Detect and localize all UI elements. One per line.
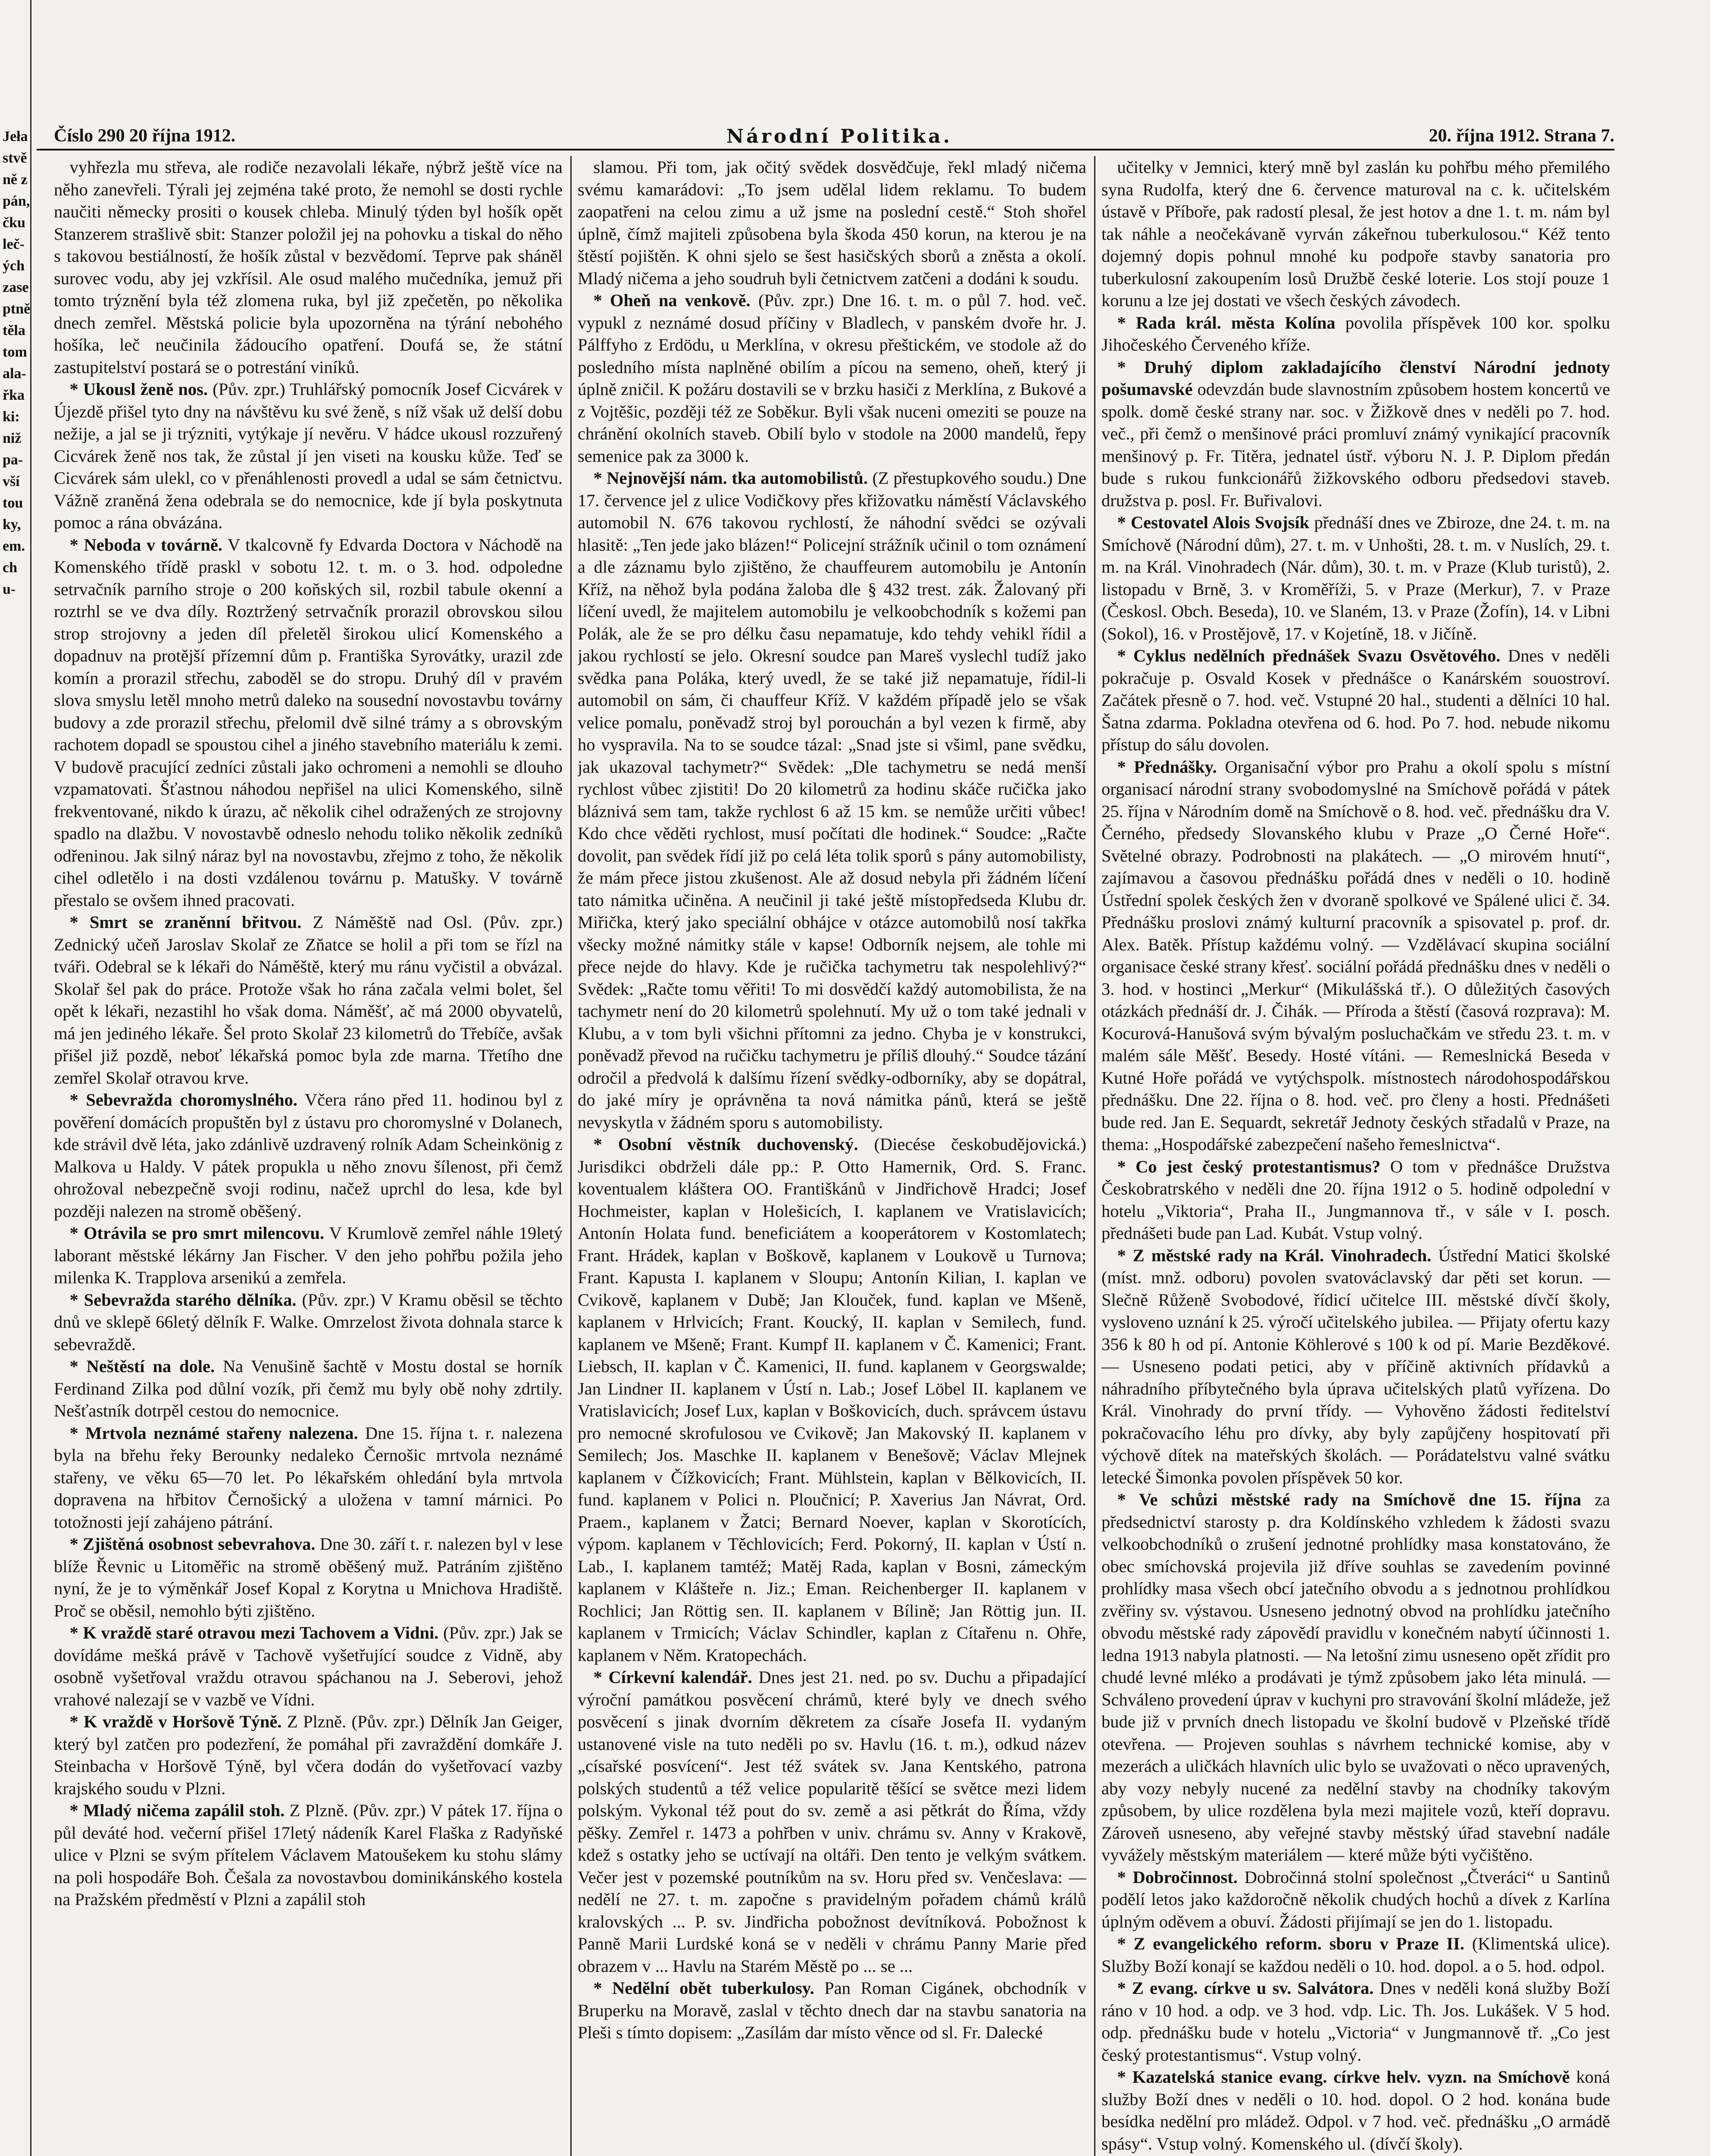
article-body: Dnes v neděli koná služby Boží ráno v 10 hod. a odp. ve 3 hod. vdp. Lic. Th. Jos. Lukášek. V 5 hod. odp. přednášku bude v hotelu „Victoria“ v Jungmannově tř. „Co jest český protestantismus“. Vstup volný. [1101,1978,1610,2065]
article-body: Z Náměště nad Osl. (Pův. zpr.) Zednický učeň Jaroslav Skolař ze Zňatce se holil a při tom se řízl na tváři. Odebral se k lékaři do Náměště, který mu ránu vyčistil a obvázal. Skolař šel pak do práce. Protože však ho rána začala velmi bolet, šel opět k lékaři, nezastihl ho však doma. Náměšť, ač má 2000 obyvatelů, má jen jediného lékaře. Šel proto Skolař 23 kilometrů do Třebíče, avšak přišel již pozdě, neboť lékařská pomoc byla zde marna. Třetího dne zemřel Skolař otravou krve. [54,912,563,1087]
article-body: (Diecése českobudějovická.) Jurisdikci obdrželi dále pp.: P. Otto Hamernik, Ord. S. Franc. koventualem kláštera OO. Františkánů v Jindřichově Hradci; Josef Hochmeister, kaplan v Holešicích, I. kaplanem ve Vratislavicích; Antonín Holata fund. beneficiátem a kooperátorem v Kostomlatech; Frant. Hrádek, kaplan v Boškově, kaplanem v Loukově u Turnova; Frant. Kapusta I. kaplanem v Sloupu; Antonín Kilian, I. kaplan ve Cvikově, kaplanem v Dubě; Jan Klouček, fund. kaplan ve Mšeně, kaplanem v Hrlvicích; Frant. Koucký, II. kaplan v Semilech, fund. kaplanem ve Mšeně; Frant. Kumpf II. kaplanem v Č. Kamenici; Frant. Liebsch, II. kaplan v Č. Kamenici, II. fund. kaplanem v Georgswalde; Jan Lindner II. kaplanem v Ústí n. Lab.; Josef Löbel II. kaplanem ve Vratislavicích; Josef Lux, kaplan v Boškovicích, duch. správcem ústavu pro nemocné skrofulosou ve Cvikově; Jan Makovský II. kaplanem v Semilech; Jos. Maschke II. kaplanem v Benešově; Václav Mlejnek kaplanem v Čížkovicích; Frant. Mühlstein, kaplan v Bělkovicích, II. fund. kaplanem v Polici n. Ploučnicí; P. Xaverius Jan Návrat, Ord. Praem., kaplanem v Žatci; Bernard Noever, kaplan v Skorotících, výpom. kaplanem v Těchlovicích; Ferd. Pokorný, II. kaplan v Ústí n. Lab., I. kaplanem tamtéž; Matěj Rada, kaplan v Bosni, zámeckým kaplanem v Klášteře n. Jiz.; Eman. Reichenberger II. kaplanem v Rochlici; Jan Röttig sen. II. kaplanem v Bílině; Jan Röttig jun. II. kaplanem v Trmicích; Václav Schindler, kaplan z Cítařenu n. Ohře, kaplanem v Něm. Kratopechách. [578,1134,1086,1665]
article-body: Dne 15. října t. r. nalezena byla na břehu řeky Berounky nedaleko Černošic mrtvola neznámé stařeny, ve věku 65—70 let. Po lékařském ohledání byla mrtvola dopravena na hřbitov Černošický a uložena v tamní márnici. Po totožnosti její zahájeno pátrání. [54,1423,563,1532]
article-heading: * Druhý diplom zakladajícího členství Národní jednoty pošumavské [1101,357,1610,399]
article-heading: * K vraždě v Horšově Týně. [69,1712,282,1731]
column-rule [570,156,572,2156]
margin-fragment: ki: [3,409,20,425]
article-body: Včera ráno před 11. hodinou byl z pověření domácích propuštěn byl z ústavu pro choromyslné v Dolanech, kde strávil dvě léta, jako zdánlivě uzdravený rolník Adam Scheinkönig z Malkova u Haldy. V pátek propukla u něho znovu šílenost, při čemž ohrožoval nebezpečně svoji rodinu, načež uprchl do lesa, kde byl později nalezen na stromě oběšený. [54,1090,563,1221]
margin-fragment: ptně [3,301,31,317]
article-heading: * Nedělní obět tuberkulosy. [593,1978,814,1998]
margin-fragment: zase [3,279,29,295]
article [54,1355,563,1422]
article-body: O tom v přednášce Družstva Českobratrského v neděli dne 20. října 1912 o 5. hodině odpolední v hotelu „Viktoria“, Praha II., Jungmannova tř., v sále v I. posch. přednášeti bude pan Lad. Kubát. Vstup volný. [1101,1156,1610,1243]
article [1101,1489,1610,1866]
masthead [37,123,1614,150]
article-heading: * Zjištěná osobnost sebevrahova. [69,1534,316,1554]
article-heading: * Osobní věstník duchovenský. [593,1134,858,1154]
article [1101,511,1610,645]
article-body: Na Venušině šachtě v Mostu dostal se horník Ferdinand Zilka pod důlní vozík, při čemž mu byly obě nohy zdrtily. Nešťastník dotrpěl cestou do nemocnice. [54,1357,563,1420]
article-body: Ústřední Matici školské (míst. mnž. odboru) povolen svatováclavský dar pěti set korun. — Slečně Růženě Svobodové, řídicí učitelce III. městské dívčí školy, vysloveno uznání k 25. výročí učitelského jubilea. — Přijaty ofertu kazy 356 k 80 h od pí. Antonie Köhlerové s 100 k od pí. Marie Bezděkové. — Usneseno podati petici, aby v příčině aktivních přídavků a náhradního příbytečného byla úprava učitelských platů vyřízena. Do Král. Vinohrady do první třídy. — Vyhověno žádosti ředitelství pokračovacího léhu pro dívky, aby byly zapůjčeny hospitovatí při výchově dítek na mateřských školách. — Porádatelstvu valné svátku letecké Šimonka povolen příspěvek 50 kor. [1101,1245,1610,1487]
article [54,378,563,534]
article-heading: * Co jest český protestantismus? [1117,1156,1381,1176]
article-heading: * Cyklus nedělních přednášek Svazu Osvětového. [1117,646,1501,665]
article-heading: * Neštěstí na dole. [69,1357,215,1376]
article [578,1133,1086,1666]
article [1101,2066,1610,2155]
margin-fragment: těla [3,323,25,338]
margin-fragment: u- [3,581,16,597]
article-body: odevzdán bude slavnostním způsobem hostem koncertů ve spolk. domě české strany nar. soc. v Žižkově dnes v neděli po 7. hod. več., při čemž o menšinové práci promluví známý vynikající pracovník menšinový p. Fr. Titěra, jednatel ústř. výboru N. J. P. Diplom předán bude s rukou funkcionářů žižkovského odboru předsedovi staveb. družstva p. posl. Fr. Buřivalovi. [1101,379,1610,510]
article [1101,1977,1610,2066]
article-body: koná služby Boží dnes v neděli o 10. hod. dopol. O 2 hod. konána bude besídka nedělní pro mládež. Odpol. v 7 hod. več. přednášku „O armádě spásy“. Vstup volný. Komenského ul. (dívčí školy). [1101,2067,1610,2153]
article-body: vyhřezla mu střeva, ale rodiče nezavolali lékaře, nýbrž ještě více na něho zanevřeli. Týrali jej zejména také proto, že nemohl se dosti rychle naučiti německy prositi o kousek chleba. Minulý týden byl hošík opět Stanzerem strašlivě sbit: Stanzer položil jej na pohovku a tiskal do něho s takovou bestiálností, že hošík zůstal v bezvědomí. Teprve pak sháněl surovec vodu, aby jej vzkřísil. Ale osud malého mučedníka, jemuž při tomto trýznění byla též zlomena ruka, byl již zpečetěn, po několika dnech zemřel. Městská policie byla upozorněna na týrání nebohého hošíka, leč neučinila žádoucího opatření. Doufá se, že státní zastupitelství postará se o potrestání viníků. [54,157,563,377]
margin-fragment: pán, [3,193,30,209]
article-heading: * Mrtvola neznámé stařeny nalezena. [69,1423,358,1443]
article [1101,756,1610,1156]
article-body: Dne 30. září t. r. nalezen byl v lese blíže Řevnic u Litoměřic na stromě oběšený muž. Patráním zjištěno nyní, že je to výměnkář Josef Kopal z Korytna u Mnichova Hradiště. Proč se oběsil, nemohlo býti zjištěno. [54,1534,563,1620]
article-body: Organisační výbor pro Prahu a okolí spolu s místní organisací národní strany svobodomyslné na Smíchově pořádá v pátek 25. října v Národním domě na Smíchově o 8. hod. več. přednášku dra V. Černého, předsedy Slovanského klubu v Praze „O Černé Hoře“. Světelné obrazy. Podrobnosti na plakátech. — „O mirovém hnutí“, zajímavou a časovou přednášku pořádá dnes v neděli o 10. hodině Ústřední spolek českých žen v dvoraně spolkové ve Spálené ulici č. 34. Přednášku proslovi známý kulturní pracovník a spisovatel p. prof. dr. Alex. Batěk. Přístup každému volný. — Vzdělávací skupina sociální organisace české strany křesť. sociální pořádá přednášku dnes v neděli o 3. hod. v hostinci „Merkur“ (Mikulášská tř.). O důležitých časových otázkách přednáší dr. J. Čihák. — Příroda a štěstí (časová rozprava): M. Kocurová-Hanušová svým bývalým posluchačkám ve středu 23. t. m. v malém sále Měšť. Besedy. Hosté vítáni. — Remeslnická Beseda v Kutné Hoře pořádá ve vytýchspolk. místnostech národohospodářskou přednášku. Dne 22. října o 8. hod. več. pro členy a hosti. Přednášeti bude red. Jan E. Sequardt, sekretář Jednoty českých střadalů v Praze, na thema: „Hospodářské zabezpečení našeho řemeslnictva“. [1101,757,1610,1154]
article-heading: * Ukousl ženě nos. [69,379,208,399]
article-body: Z Plzně. (Pův. zpr.) Dělník Jan Geiger, který byl zatčen pro podezření, že pomáhal při zavraždění domkáře J. Steinbacha v Horšově Týně, byl včera dodán do vyšetřovací vazby krajského soudu v Plzni. [54,1712,563,1798]
article [1101,1933,1610,1977]
column-3 [1101,156,1610,2156]
article-heading: * Přednášky. [1117,757,1217,777]
article [54,1289,563,1356]
scan-margin-right [1710,0,1736,2156]
article [54,1089,563,1222]
article-heading: * Rada král. města Kolína [1117,313,1336,332]
article [54,1422,563,1533]
article [54,911,563,1089]
article-body: V Krumlově zemřel náhle 19letý laborant městské lékárny Jan Fischer. V den jeho pohřbu požila jeho milenka K. Trapplova arsenikú a zemřela. [54,1223,563,1287]
article [1101,356,1610,512]
article [54,1222,563,1289]
article-heading: * Sebevražda starého dělníka. [69,1290,297,1310]
margin-fragment: em. [3,538,25,554]
article-body: (Pův. zpr.) Truhlářský pomocník Josef Cicvárek v Újezdě přišel tyto dny na návštěvu ku své ženě, s níž však už delší dobu nežije, a jal se ji trýzniti, vytýkaje jí nevěru. V hádce ukousl rozzuřený Cicvárek ženě nos tak, že zůstal jí jen viseti na kousku kůže. Teď se Cicvárek sám ulekl, co v přenáhlenosti provedl a udal se sám četnictvu. Vážně zraněná žena odebrala se do nemocnice, kde jí byla poskytnuta pomoc a rána obvázána. [54,379,563,532]
article [578,289,1086,467]
article-heading: * Kazatelská stanice evang. církve helv. vyzn. na Smíchově [1117,2067,1570,2087]
article-heading: * Církevní kalendář. [593,1667,752,1687]
article [1101,312,1610,356]
date-page-number: 20. října 1912. Strana 7. [1429,126,1614,146]
article [1101,645,1610,756]
article-heading: * Z evangelického reform. sboru v Praze II. [1117,1934,1464,1953]
margin-fragment: Jeła [3,128,28,144]
article-heading: * Ve schůzi městské rady na Smíchově dne 15. října [1117,1490,1582,1509]
article-heading: * Cestovatel Alois Svojsík [1117,513,1310,532]
article-body: (Pův. zpr.) V Kramu oběsil se těchto dnů ve sklepě 66letý dělník F. Walke. Omrzelost života dohnala starce k sebevraždě. [54,1290,563,1354]
article-heading: * Dobročinnost. [1117,1867,1238,1887]
article [54,534,563,912]
article-heading: * K vraždě staré otravou mezi Tachovem a Vidni. [69,1623,439,1642]
issue-number-date: Číslo 290 20 října 1912. [54,126,236,146]
article-body: (Z přestupkového soudu.) Dne 17. července jel z ulice Vodičkovy přes křižovatku náměstí Václavského automobil N. 676 takovou rychlostí, že náhodní svědci se ozývali hlasitě: „Ten jede jako blázen!“ Policejní strážník učinil o tom oznámení a dle záznamu bylo zjištěno, že chauffeurem automobilu je Antonín Kříž, na něhož byla podána žaloba dle § 432 trest. zák. Žalovaný při líčení uvedl, že majitelem automobilu je velkoobchodník s kožemi pan Polák, ale že se pro délku času nepamatuje, kdo tehdy vehikl řídil a jakou rychlostí se jelo. Okresní soudce pan Mareš vyslechl tudíž jako svědka pana Poláka, který uvedl, že se také již nepamatuje, řídil-li automobil on sám, či chauffeur Kříž. V každém případě jelo se však velice pomalu, poněvadž stroj byl porouchán a byl vezen k firmě, aby ho vyspravila. Na to se soudce tázal: „Snad jste si všiml, pane svědku, jak ukazoval tachymetr?“ Svědek: „Dle tachymetru se nedá menší rychlost vůbec zjistiti! Do 20 kilometrů za hodinu skáče ručička jako bláznivá sem tam, takže rychlost 6 až 15 km. se nemůže určiti vůbec! Kdo chce věděti rychlost, musí počítati dle hodinek.“ Soudce: „Račte dovolit, pan svědek řídí již po celá léta tolik sporů s pány automobilisty, že mám přece jistou zkušenost. Ale až dosud nebyla při žádném líčení tato námitka učiněna. A neučinil ji také ještě místopředseda Klubu dr. Miřička, který jako speciální obhájce v otázce automobilů nosí takřka všecky možné námitky stále v kapse! Odborník nejsem, ale tohle mi přece nejde do hlavy. Kde je ručička tachymetru tak nespolehlivý?“ Svědek: „Račte tomu věřiti! To mi dosvědčí každý automobilista, že na tachymetr není do 20 kilometrů spolehnutí. My už o tom také jednali v Klubu, a v tom byli všichni přítomni za jedno. Chyba je v konstrukci, poněvadž převod na ručičku tachymetru je příliš dlouhý.“ Soudce tázání odročil a předvolá k dalšímu řízení svědky-odborníky, aby se dopátral, do jaké míry je oprávněna ta nová námitka pánů, která se ještě nevyskytla v žádném sporu s automobilisty. [578,468,1086,1132]
margin-fragment: ky, [3,517,21,533]
article-body: (Klimentská ulice). Služby Boží konají se každou neděli o 10. hod. dopol. a o 5. hod. odpol. [1101,1934,1610,1976]
margin-fragment: vší [3,473,20,489]
margin-fragment: niž [3,430,22,446]
column-2 [578,156,1086,2156]
article-heading: * Neboda v továrně. [69,535,222,555]
article-body: Dobročinná stolní společnost „Čtveráci“ u Santinů podělí letos jako každoročně několik chudých hochů a dívek z Karlína úplným oděvem a obuví. Žádosti přijímají se jen do 1. listopadu. [1101,1867,1610,1931]
article-body: povolila příspěvek 100 kor. spolku Jihočeského Červeného kříže. [1101,313,1610,354]
margin-fragment: pa- [3,452,23,468]
article-heading: * Otrávila se pro smrt milencovu. [69,1223,325,1243]
margin-fragment: stvě [3,150,27,166]
article-body: Z Plzně. (Pův. zpr.) V pátek 17. října o půl deváté hod. večerní přišel 17letý nádeník Karel Flaška z Radyňské ulice v Plzni se svým přítelem Václavem Matoušekem ku stohu slámy na poli hospodáře Boh. Češala za novostavbou dominikánského kostela na Pražském předměstí v Plzni a zapálil stoh [54,1801,563,1909]
margin-fragment: ně z [3,172,28,188]
margin-fragment: řka [3,387,25,403]
article-heading: * Smrt se zraněnní břitvou. [69,912,302,932]
article [54,1711,563,1799]
article-body: (Pův. zpr.) Jak se dovídáme mešká právě v Tachově vyšetřující soudce z Vidně, aby osobně vyšetřoval vraždu otravou spáchanou na J. Seberovi, jehož vrahové nalezají se v vazbě ve Vídni. [54,1623,563,1709]
article-heading: * Mladý ničema zapálil stoh. [69,1801,285,1820]
article-columns [41,156,1619,2156]
article [54,156,563,378]
article [54,1799,563,1911]
column-rule [1094,156,1095,2156]
article-body: Pan Roman Cigánek, obchodník v Bruperku na Moravě, zaslal v těchto dnech dar na stavbu sanatoria na Pleši s tímto dopisem: „Zasílám dar místo věnce od sl. Fr. Dalecké [578,1978,1086,2042]
article [1101,1244,1610,1489]
column-1 [54,156,563,2156]
article-body: (Pův. zpr.) Dne 16. t. m. o půl 7. hod. več. vypukl z neznámé dosud příčiny v Bladlech, v panském dvoře hr. J. Pálffyho z Erdödu, u Merklína, v okresu přeštickém, ve stodole až do posledního místa naplněné obilím a pícou na semeno, oheň, který ji úplně zničil. K požáru dostavili se v brzku hasiči z Merklína, z Bukové a z Vojtěšic, později též ze Soběkur. Byli však nuceni omeziti se pouze na chránění okolních staveb. Obilí bylo v stodole na 2000 mandelů, řepy semenice pak za 3000 k. [578,291,1086,466]
article-heading: * Nejnovější nám. tka automobilistů. [593,468,868,488]
article-body: V tkalcovně fy Edvarda Doctora v Náchodě na Komenského třídě praskl v sobotu 12. t. m. o 3. hod. odpoledne setrvačník parního stroje o 200 koňských sil, rozbil tabule okenní a roztrhl se ve dva díly. Roztržený setrvačník prorazil obrovskou silou strop strojovny a jeden díl přeletěl širokou ulicí Komenského a dopadnuv na protější přízemní dům p. Františka Syrovátky, urazil zde komín a prorazil střechu, zaboděl se do stropu. Druhý díl v pravém slova smyslu letěl mnoho metrů daleko na sousední novostavbu továrny budovy a zde prorazil střechu, přelomil dvě silné trámy a s obrovským rachotem dopadl se spoustou cihel a jiného stavebního materiálu k zemi. V budově pracující zedníci zůstali jako ochromeni a nemohli se dlouho vzpamatovati. Šťastnou náhodou nepřišel na ulici Komenského, silně frekventované, nikdo k úrazu, ač několik cihel odražených ze strojovny spadlo na dlažbu. V novostavbě odneslo nehodu toliko několik zedníků odřeninou. Jak silný náraz byl na novostavbu, zřejmo z toho, že několik cihel odletělo i na dosti vzdálenou továrnu p. Matušky. V továrně přestalo se ovšem ihned pracovati. [54,535,563,910]
article [1101,1156,1610,1244]
margin-fragment: čku [3,215,25,231]
margin-fragment: ých [3,258,25,274]
margin-fragment: tou [3,495,23,511]
newspaper-title: Národní Politika. [726,125,953,147]
adjacent-page-edge [0,0,31,2156]
margin-fragment: ch [3,560,17,576]
article [1101,156,1610,312]
article-heading: * Sebevražda choromyslného. [69,1090,297,1109]
article [578,1977,1086,2044]
margin-fragment: tom [3,344,27,360]
article-body: učitelky v Jemnici, který mně byl zaslán ku pohřbu mého přemilého syna Rudolfa, který dne 6. července maturoval na c. k. učitelském ústavě v Příboře, pak radostí plesal, že jest hotov a dne 1. t. m. nám byl tak náhle a neočekávaně vyrván zákeřnou tuberkulosou.“ Kéž tento dojemný dopis pohnul mnohé ku podpoře stavby sanatoria pro tuberkulosní zakoupením losů Družbě české loterie. Los stojí pouze 1 korunu a lze jej dostati ve všech českých závodech. [1101,157,1610,310]
margin-fragment: ala- [3,366,26,382]
article-heading: * Z evang. církve u sv. Salvátora. [1117,1978,1374,1998]
article [578,1666,1086,1977]
article-body: přednáší dnes ve Zbiroze, dne 24. t. m. na Smíchově (Národní dům), 27. t. m. v Unhošti, 28. t. m. v Nuslích, 29. t. m. na Král. Vinohradech (Nár. dům), 30. t. m. v Praze (Klub turistů), 2. listopadu v Brně, 3. v Kroměříži, 5. v Praze (Merkur), 7. v Praze (Českosl. Obch. Beseda), 10. ve Slaném, 13. v Praze (Žofín), 14. v Libni (Sokol), 16. v Prostějově, 17. v Kojetíně, 18. v Jičíně. [1101,513,1610,643]
article-body: Dnes v neděli pokračuje p. Osvald Kosek v přednášce o Kanárském souostroví. Začátek přesně o 7. hod. več. Vstupné 20 hal., studenti a dělníci 10 hal. Šatna zdarma. Pokladna otevřena od 6. hod. Po 7. hod. nebude nikomu přístup do sálu dovolen. [1101,646,1610,754]
article-heading: * Z městské rady na Král. Vinohradech. [1117,1245,1432,1265]
article-body: slamou. Při tom, jak očitý svědek dosvědčuje, řekl mladý ničema svému kamarádovi: „To jsem udělal lidem reklamu. To budem zaopatřeni na celou zimu a už jsme na poslední cestě.“ Stoh shořel úplně, čímž majiteli způsobena byla škoda 450 korun, na kterou je na štěstí pojištěn. K ohni sjelo se šest hasičských sborů a zněsta a okolí. Mladý ničema a jeho soudruh byli četnictvem zatčeni a dodáni k soudu. [578,157,1086,288]
margin-fragment: leč- [3,236,25,252]
article [578,156,1086,289]
article-body: za předsednictví starosty p. dra Koldínského vzhledem k žádosti svazu velkoobchodníků o zrušení jednotné prohlídky masa konstatováno, že obec smíchovská projevila již dříve souhlas se zavedením povinné prohlídky masa všech obcí jatečního obvodu a s jednotnou prohlídkou zvěřiny sv. výstavou. Usneseno jednotný obvod na prohlídku jatečního obvodu městské rady zápovědí pravidlu v konečném nabytí účinnosti 1. ledna 1913 nabyla platnosti. — Na letošní zimu usneseno opět zřídit pro chudé levné mléko a prodávati je týmž způsobem jako léta minulá. — Schváleno provedení úprav v kuchyni pro stravování školní mládeže, jež bude již v prvních dnech listopadu ve školní budově v Plzeňské třídě otevřena. — Projeven souhlas s návrhem technické komise, aby v mezerách a uličkách hlavních ulic bylo se uvažovati o něco upravených, aby vozy nebyly nucené za nedělní stavby na chodníky takovým způsobem, by ulice rozdělena byla mezi majitele vozů, kteří dopravu. Zároveň usneseno, aby veřejné stavby městský úřad stavební nadále vyvážely městským materiálem — které může býti vyčištěno. [1101,1490,1610,1865]
article-body: Dnes jest 21. ned. po sv. Duchu a připadající výroční památkou posvěcení chrámů, které byly ve dnech svého posvěcení s jinak dvorním děkretem za císaře Josefa II. vydaným ustanovené visle na tuto neděli po sv. Havlu (16. t. m.), odkud název „císařské posvícení“. Jest též svátek sv. Jana Kentského, patrona polských studentů a též velice popularitě těšící se světce mezi lidem polským. Vykonal též pout do sv. země a asi pětkrát do Říma, vždy pěšky. Zemřel r. 1473 a pohřben v univ. chrámu sv. Anny v Krakově, kdež s ostatky jeho se uctívají na oltáři. Den tento je velkým svátkem. Večer jest v pozemské poutníkům na sv. Horu před sv. Venčeslava: — nedělí ne 27. t. m. započne s pravidelným pořadem chámů králů kralovských ... P. sv. Jindřicha pobožnost devítníková. Pobožnost k Panně Marii Lurdské koná se v neděli v chrámu Panny Marie před obrazem v ... Havlu na Starém Městě po ... se ... [578,1667,1086,1976]
article-heading: * Oheň na venkově. [593,291,751,310]
article [1101,1866,1610,1933]
article [578,467,1086,1133]
article [54,1533,563,1622]
article [54,1622,563,1711]
